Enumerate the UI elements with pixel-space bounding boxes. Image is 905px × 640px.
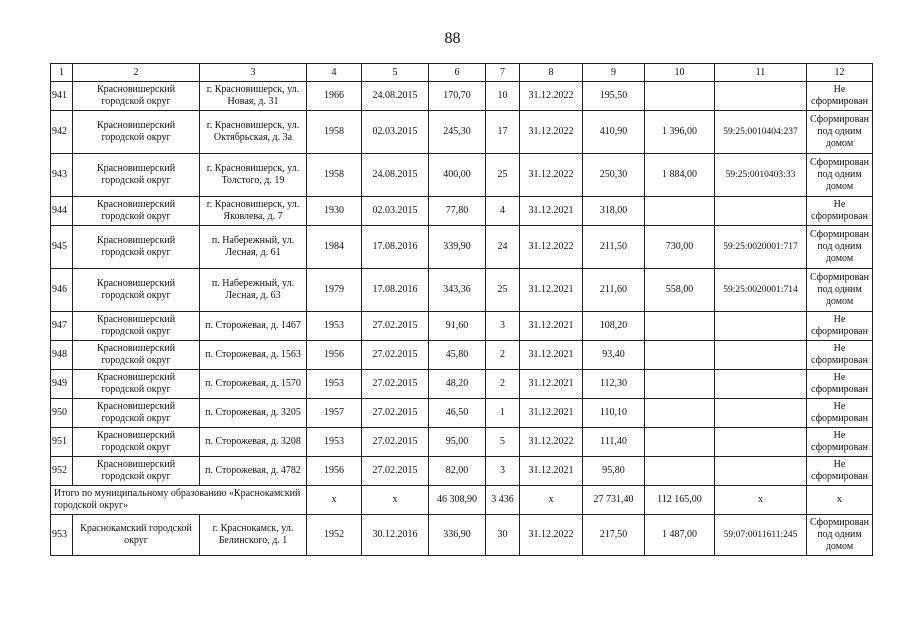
cell-year-built: 1953 <box>307 428 362 457</box>
cell-deadline: 31.12.2021 <box>520 370 583 399</box>
cell-land-status: Сформирован под одним домом <box>807 154 873 197</box>
cell-row-number: 947 <box>51 312 73 341</box>
page-number: 88 <box>444 30 461 47</box>
total-cell: х <box>807 486 873 515</box>
cell-land-area: 1 396,00 <box>645 111 715 154</box>
cell-row-number: 945 <box>51 226 73 269</box>
cell-cadastral-number <box>715 428 807 457</box>
cell-cadastral-number <box>715 399 807 428</box>
cell-land-area <box>645 457 715 486</box>
cell-row-number: 949 <box>51 370 73 399</box>
table-row <box>51 197 873 226</box>
cell-land-area: 730,00 <box>645 226 715 269</box>
cell-date: 27.02.2015 <box>362 399 429 428</box>
cell-address: п. Сторожевая, д. 1570 <box>200 370 307 399</box>
cell-municipality: Красновишерский городской округ <box>73 269 200 312</box>
table-row <box>51 226 873 269</box>
table-row <box>51 111 873 154</box>
cell-address: п. Сторожевая, д. 4782 <box>200 457 307 486</box>
cell-land-status: Не сформирован <box>807 370 873 399</box>
cell-cadastral-number <box>715 370 807 399</box>
cell-year-built: 1966 <box>307 82 362 111</box>
cell-municipality: Красновишерский городской округ <box>73 312 200 341</box>
cell-deadline: 31.12.2022 <box>520 154 583 197</box>
cell-deadline: 31.12.2021 <box>520 312 583 341</box>
cell-land-area <box>645 82 715 111</box>
cell-area: 91,60 <box>429 312 486 341</box>
total-cell: 3 436 <box>486 486 520 515</box>
cell-address: п. Набережный, ул. Лесная, д. 63 <box>200 269 307 312</box>
cell-land-status: Сформирован под одним домом <box>807 111 873 154</box>
cell-date: 17.08.2016 <box>362 269 429 312</box>
cell-deadline: 31.12.2022 <box>520 111 583 154</box>
cell-deadline: 31.12.2021 <box>520 197 583 226</box>
total-cell: 112 165,00 <box>645 486 715 515</box>
cell-municipality: Красновишерский городской округ <box>73 226 200 269</box>
cell-residents: 1 <box>486 399 520 428</box>
cell-year-built: 1952 <box>307 515 362 556</box>
header-cell: 1 <box>51 64 73 82</box>
cell-area-2: 217,50 <box>583 515 645 556</box>
table-row <box>51 312 873 341</box>
header-cell: 3 <box>200 64 307 82</box>
cell-area-2: 108,20 <box>583 312 645 341</box>
cell-address: г. Краснокамск, ул. Белинского, д. 1 <box>200 515 307 556</box>
total-cell: х <box>520 486 583 515</box>
header-cell: 6 <box>429 64 486 82</box>
cell-area-2: 112,30 <box>583 370 645 399</box>
cell-date: 24.08.2015 <box>362 82 429 111</box>
cell-address: п. Сторожевая, д. 1467 <box>200 312 307 341</box>
cell-row-number: 950 <box>51 399 73 428</box>
cell-cadastral-number <box>715 82 807 111</box>
cell-row-number: 946 <box>51 269 73 312</box>
cell-row-number: 952 <box>51 457 73 486</box>
cell-residents: 24 <box>486 226 520 269</box>
cell-land-area <box>645 341 715 370</box>
header-cell: 7 <box>486 64 520 82</box>
cell-cadastral-number <box>715 457 807 486</box>
total-row <box>51 486 873 515</box>
cell-residents: 5 <box>486 428 520 457</box>
cell-year-built: 1930 <box>307 197 362 226</box>
cell-land-status: Не сформирован <box>807 197 873 226</box>
cell-land-area <box>645 197 715 226</box>
header-cell: 8 <box>520 64 583 82</box>
cell-municipality: Красновишерский городской округ <box>73 82 200 111</box>
cell-date: 24.08.2015 <box>362 154 429 197</box>
cell-year-built: 1984 <box>307 226 362 269</box>
cell-area: 77,80 <box>429 197 486 226</box>
cell-deadline: 31.12.2021 <box>520 341 583 370</box>
cell-cadastral-number <box>715 341 807 370</box>
cell-land-status: Не сформирован <box>807 399 873 428</box>
total-cell: х <box>307 486 362 515</box>
housing-register-table <box>50 63 873 556</box>
cell-municipality: Красновишерский городской округ <box>73 197 200 226</box>
cell-date: 02.03.2015 <box>362 197 429 226</box>
cell-municipality: Красновишерский городской округ <box>73 111 200 154</box>
header-cell: 12 <box>807 64 873 82</box>
cell-area-2: 111,40 <box>583 428 645 457</box>
cell-cadastral-number: 59:25:0020001:714 <box>715 269 807 312</box>
cell-date: 27.02.2015 <box>362 457 429 486</box>
cell-deadline: 31.12.2021 <box>520 399 583 428</box>
total-label: Итого по муниципальному образованию «Краснокамский городской округ» <box>51 486 307 515</box>
cell-municipality: Краснокамский городской округ <box>73 515 200 556</box>
table-header-row <box>51 64 873 82</box>
cell-row-number: 944 <box>51 197 73 226</box>
table-row <box>51 399 873 428</box>
cell-land-area <box>645 312 715 341</box>
cell-land-status: Не сформирован <box>807 428 873 457</box>
cell-address: п. Сторожевая, д. 3208 <box>200 428 307 457</box>
cell-year-built: 1957 <box>307 399 362 428</box>
cell-row-number: 951 <box>51 428 73 457</box>
cell-land-area: 1 884,00 <box>645 154 715 197</box>
cell-area: 339,90 <box>429 226 486 269</box>
cell-date: 27.02.2015 <box>362 370 429 399</box>
header-cell: 10 <box>645 64 715 82</box>
cell-area-2: 93,40 <box>583 341 645 370</box>
cell-area-2: 95,80 <box>583 457 645 486</box>
cell-area: 45,80 <box>429 341 486 370</box>
cell-land-status: Сформирован под одним домом <box>807 515 873 556</box>
table-row <box>51 515 873 556</box>
total-cell: х <box>715 486 807 515</box>
cell-area-2: 211,50 <box>583 226 645 269</box>
table-row <box>51 457 873 486</box>
cell-land-area: 558,00 <box>645 269 715 312</box>
cell-date: 02.03.2015 <box>362 111 429 154</box>
table-row <box>51 154 873 197</box>
cell-row-number: 953 <box>51 515 73 556</box>
table-row <box>51 341 873 370</box>
cell-land-area: 1 487,00 <box>645 515 715 556</box>
cell-municipality: Красновишерский городской округ <box>73 457 200 486</box>
cell-cadastral-number <box>715 312 807 341</box>
cell-address: г. Красновишерск, ул. Октябрьская, д. 3а <box>200 111 307 154</box>
table-row <box>51 428 873 457</box>
table-row <box>51 82 873 111</box>
cell-date: 27.02.2015 <box>362 312 429 341</box>
cell-area: 48,20 <box>429 370 486 399</box>
cell-area-2: 250,30 <box>583 154 645 197</box>
cell-municipality: Красновишерский городской округ <box>73 370 200 399</box>
cell-land-status: Не сформирован <box>807 82 873 111</box>
cell-municipality: Красновишерский городской округ <box>73 428 200 457</box>
cell-land-status: Сформирован под одним домом <box>807 226 873 269</box>
cell-address: г. Красновишерск, ул. Толстого, д. 19 <box>200 154 307 197</box>
cell-year-built: 1956 <box>307 341 362 370</box>
cell-municipality: Красновишерский городской округ <box>73 341 200 370</box>
cell-residents: 25 <box>486 269 520 312</box>
cell-area: 95,00 <box>429 428 486 457</box>
cell-deadline: 31.12.2022 <box>520 226 583 269</box>
cell-area-2: 318,00 <box>583 197 645 226</box>
cell-municipality: Красновишерский городской округ <box>73 154 200 197</box>
cell-area: 82,00 <box>429 457 486 486</box>
cell-year-built: 1953 <box>307 312 362 341</box>
cell-year-built: 1958 <box>307 111 362 154</box>
cell-area-2: 110,10 <box>583 399 645 428</box>
header-cell: 4 <box>307 64 362 82</box>
cell-residents: 3 <box>486 312 520 341</box>
cell-row-number: 942 <box>51 111 73 154</box>
total-cell: 27 731,40 <box>583 486 645 515</box>
cell-year-built: 1953 <box>307 370 362 399</box>
total-cell: 46 308,90 <box>429 486 486 515</box>
cell-area: 170,70 <box>429 82 486 111</box>
header-cell: 5 <box>362 64 429 82</box>
cell-deadline: 31.12.2021 <box>520 457 583 486</box>
cell-area-2: 211,60 <box>583 269 645 312</box>
cell-residents: 4 <box>486 197 520 226</box>
header-cell: 11 <box>715 64 807 82</box>
header-cell: 2 <box>73 64 200 82</box>
cell-deadline: 31.12.2021 <box>520 269 583 312</box>
cell-address: г. Красновишерск, ул. Новая, д. 31 <box>200 82 307 111</box>
cell-area-2: 195,50 <box>583 82 645 111</box>
cell-year-built: 1979 <box>307 269 362 312</box>
table-row <box>51 370 873 399</box>
cell-row-number: 943 <box>51 154 73 197</box>
cell-land-area <box>645 428 715 457</box>
cell-residents: 25 <box>486 154 520 197</box>
cell-date: 17.08.2016 <box>362 226 429 269</box>
cell-cadastral-number: 59:25:0010403:33 <box>715 154 807 197</box>
cell-deadline: 31.12.2022 <box>520 82 583 111</box>
cell-address: п. Сторожевая, д. 1563 <box>200 341 307 370</box>
cell-cadastral-number: 59:25:0010404:237 <box>715 111 807 154</box>
cell-row-number: 941 <box>51 82 73 111</box>
total-cell: х <box>362 486 429 515</box>
cell-deadline: 31.12.2022 <box>520 428 583 457</box>
cell-year-built: 1956 <box>307 457 362 486</box>
header-cell: 9 <box>583 64 645 82</box>
cell-deadline: 31.12.2022 <box>520 515 583 556</box>
cell-land-area <box>645 370 715 399</box>
cell-land-status: Не сформирован <box>807 457 873 486</box>
cell-area: 245,30 <box>429 111 486 154</box>
cell-area: 343,36 <box>429 269 486 312</box>
cell-date: 27.02.2015 <box>362 341 429 370</box>
cell-area: 400,00 <box>429 154 486 197</box>
cell-area-2: 410,90 <box>583 111 645 154</box>
cell-residents: 2 <box>486 341 520 370</box>
cell-land-area <box>645 399 715 428</box>
cell-year-built: 1958 <box>307 154 362 197</box>
cell-address: п. Сторожевая, д. 3205 <box>200 399 307 428</box>
cell-cadastral-number: 59:25:0020001:717 <box>715 226 807 269</box>
cell-date: 30.12.2016 <box>362 515 429 556</box>
cell-land-status: Не сформирован <box>807 341 873 370</box>
cell-cadastral-number <box>715 197 807 226</box>
cell-cadastral-number: 59:07:0011611:245 <box>715 515 807 556</box>
cell-area: 46,50 <box>429 399 486 428</box>
cell-row-number: 948 <box>51 341 73 370</box>
cell-land-status: Не сформирован <box>807 312 873 341</box>
cell-residents: 3 <box>486 457 520 486</box>
cell-address: г. Красновишерск, ул. Яковлева, д. 7 <box>200 197 307 226</box>
cell-address: п. Набережный, ул. Лесная, д. 61 <box>200 226 307 269</box>
cell-municipality: Красновишерский городской округ <box>73 399 200 428</box>
cell-residents: 30 <box>486 515 520 556</box>
cell-area: 336,90 <box>429 515 486 556</box>
cell-residents: 10 <box>486 82 520 111</box>
cell-date: 27.02.2015 <box>362 428 429 457</box>
cell-residents: 2 <box>486 370 520 399</box>
cell-residents: 17 <box>486 111 520 154</box>
table-row <box>51 269 873 312</box>
cell-land-status: Сформирован под одним домом <box>807 269 873 312</box>
